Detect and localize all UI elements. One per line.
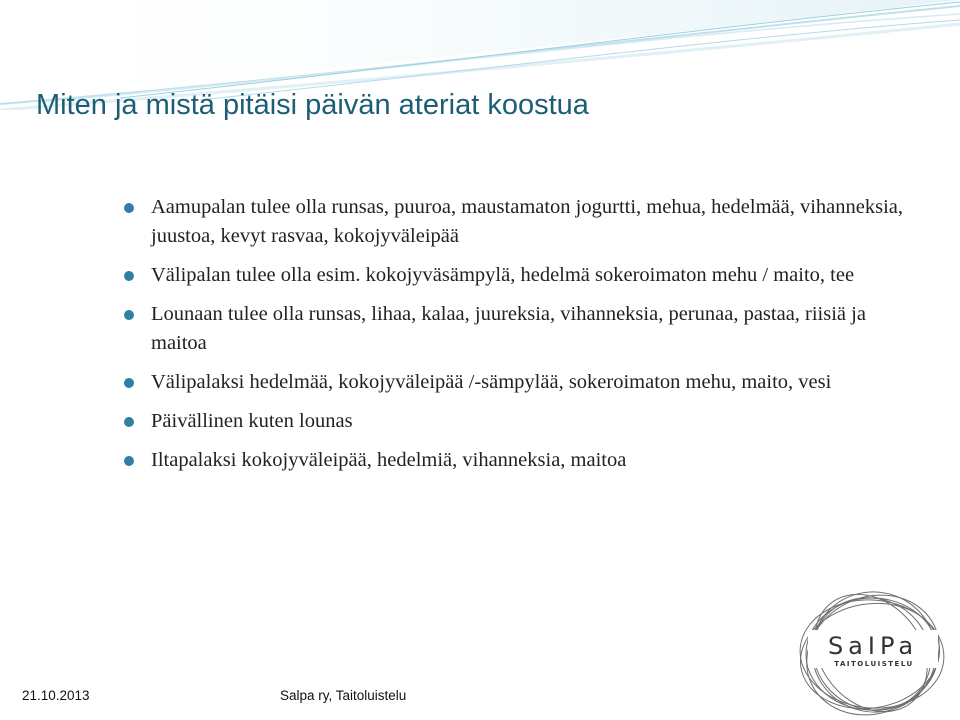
logo-wordmark: SaIPa xyxy=(827,632,919,660)
bullet-item: Päivällinen kuten lounas xyxy=(121,407,911,436)
footer-date: 21.10.2013 xyxy=(22,688,90,703)
footer-organization: Salpa ry, Taitoluistelu xyxy=(280,688,407,703)
logo-subtitle: TAITOLUISTELU xyxy=(834,660,914,668)
bullet-item: Lounaan tulee olla runsas, lihaa, kalaa, juureksia, vihanneksia, perunaa, pastaa, riisiä ja maitoa xyxy=(121,300,911,358)
bullet-item: Välipalan tulee olla esim. kokojyväsämpylä, hedelmä sokeroimaton mehu / maito, tee xyxy=(121,261,911,290)
bullet-item: Iltapalaksi kokojyväleipää, hedelmiä, vihanneksia, maitoa xyxy=(121,446,911,475)
bullet-item: Välipalaksi hedelmää, kokojyväleipää /-sämpylää, sokeroimaton mehu, maito, vesi xyxy=(121,368,911,397)
salpa-logo xyxy=(782,582,960,720)
bullet-item: Aamupalan tulee olla runsas, puuroa, maustamaton jogurtti, mehua, hedelmää, vihanneksia, juustoa, kevyt rasvaa, kokojyväleipää xyxy=(121,193,911,251)
bullet-list xyxy=(121,193,911,485)
slide-title: Miten ja mistä pitäisi päivän ateriat koostua xyxy=(36,89,589,121)
